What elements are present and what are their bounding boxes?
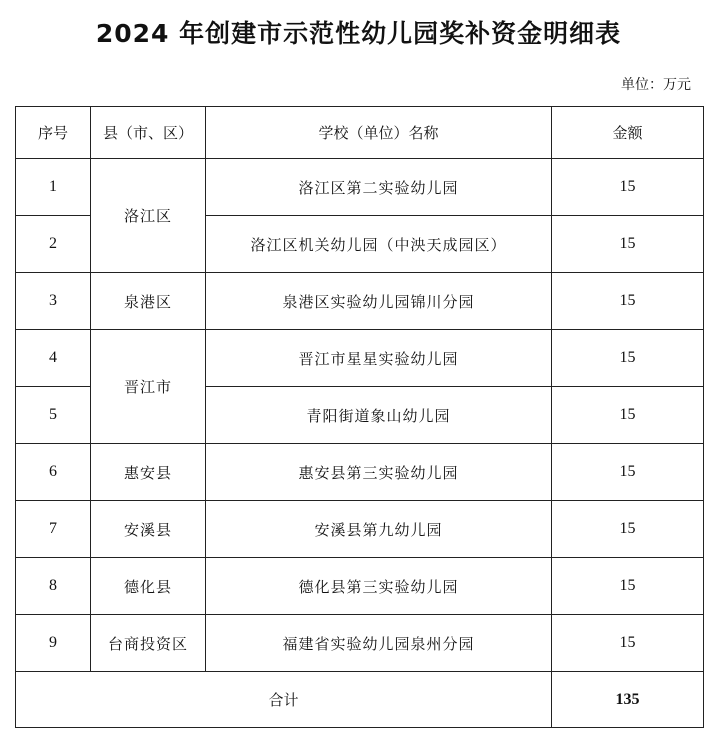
row-school: 德化县第三实验幼儿园 xyxy=(206,558,552,615)
table-header-row xyxy=(16,107,704,159)
header-county: 县（市、区） xyxy=(91,107,206,159)
row-school: 晋江市星星实验幼儿园 xyxy=(206,330,552,387)
total-label: 合计 xyxy=(16,672,552,728)
page-title: 2024 年创建市示范性幼儿园奖补资金明细表 xyxy=(95,19,622,48)
row-index: 2 xyxy=(16,216,91,273)
row-index: 9 xyxy=(16,615,91,672)
row-school: 安溪县第九幼儿园 xyxy=(206,501,552,558)
row-index: 8 xyxy=(16,558,91,615)
row-amount: 15 xyxy=(552,273,704,330)
row-county: 台商投资区 xyxy=(91,615,206,672)
row-amount: 15 xyxy=(552,216,704,273)
total-amount: 135 xyxy=(552,672,704,728)
header-amount: 金额 xyxy=(552,107,704,159)
table-row xyxy=(16,273,704,330)
row-school: 福建省实验幼儿园泉州分园 xyxy=(206,615,552,672)
row-school: 洛江区机关幼儿园（中泱天成园区） xyxy=(206,216,552,273)
header-school: 学校（单位）名称 xyxy=(206,107,552,159)
row-index: 7 xyxy=(16,501,91,558)
table-row xyxy=(16,330,704,387)
total-row xyxy=(16,672,704,728)
table-row xyxy=(16,159,704,216)
table-row xyxy=(16,558,704,615)
unit-label: 单位：万元 xyxy=(621,77,691,93)
row-county: 晋江市 xyxy=(91,330,206,444)
row-amount: 15 xyxy=(552,330,704,387)
row-amount: 15 xyxy=(552,501,704,558)
row-school: 泉港区实验幼儿园锦川分园 xyxy=(206,273,552,330)
row-school: 洛江区第二实验幼儿园 xyxy=(206,159,552,216)
table-row xyxy=(16,444,704,501)
table-row xyxy=(16,615,704,672)
funding-table xyxy=(15,106,704,728)
row-index: 3 xyxy=(16,273,91,330)
row-index: 5 xyxy=(16,387,91,444)
row-index: 4 xyxy=(16,330,91,387)
row-county: 洛江区 xyxy=(91,159,206,273)
row-amount: 15 xyxy=(552,558,704,615)
row-county: 安溪县 xyxy=(91,501,206,558)
row-county: 泉港区 xyxy=(91,273,206,330)
table-row xyxy=(16,501,704,558)
row-amount: 15 xyxy=(552,159,704,216)
row-index: 6 xyxy=(16,444,91,501)
row-amount: 15 xyxy=(552,444,704,501)
row-school: 青阳街道象山幼儿园 xyxy=(206,387,552,444)
row-school: 惠安县第三实验幼儿园 xyxy=(206,444,552,501)
row-amount: 15 xyxy=(552,387,704,444)
header-index: 序号 xyxy=(16,107,91,159)
row-index: 1 xyxy=(16,159,91,216)
row-amount: 15 xyxy=(552,615,704,672)
row-county: 德化县 xyxy=(91,558,206,615)
row-county: 惠安县 xyxy=(91,444,206,501)
